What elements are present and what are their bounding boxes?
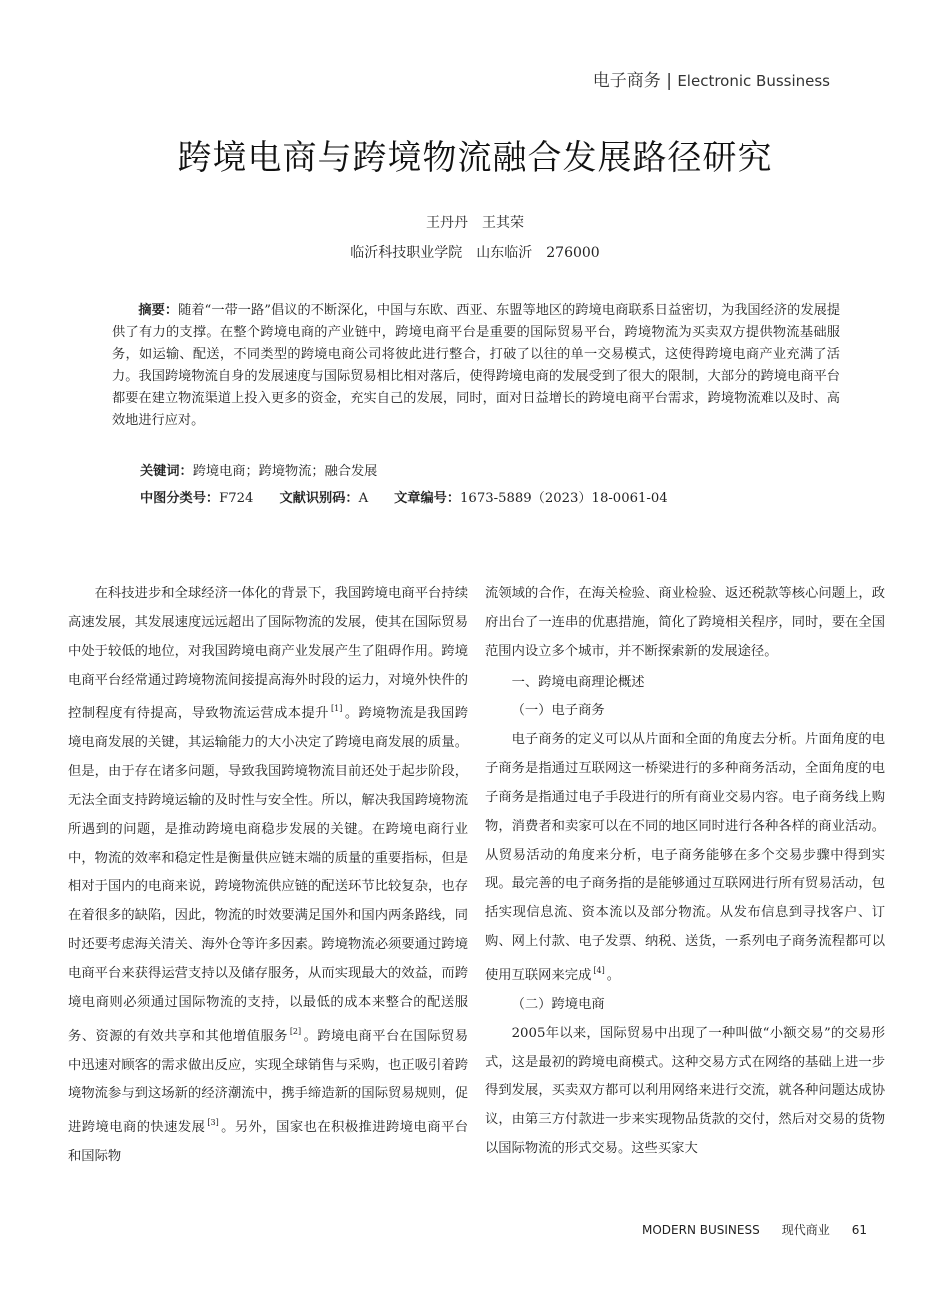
keywords-text: 跨境电商；跨境物流；融合发展 <box>192 464 378 479</box>
clc-label: 中图分类号： <box>140 491 220 506</box>
classification-line <box>140 487 668 506</box>
abstract-label: 摘要： <box>138 303 179 318</box>
affiliation: 临沂科技职业学院 山东临沂 276000 <box>350 245 600 261</box>
section-label-en: Electronic Bussiness <box>677 72 830 90</box>
abstract-text: 随着“一带一路”倡议的不断深化，中国与东欧、西亚、东盟等地区的跨境电商联系日益密切，为我国经济的发展提供了有力的支撑。在整个跨境电商的产业链中，跨境电商平台是重要的国际贸易平台，跨境物流为买卖双方提供物流基础服务，如运输、配送，不同类型的跨境电商公司将彼此进行整合，打破了以往的单一交易模式，这使得跨境电商产业充满了活力。我国跨境物流自身的发展速度与国际贸易相比相对落后，使得跨境电商的发展受到了很大的限制，大部分的跨境电商平台都要在建立物流渠道上投入更多的资金，充实自己的发展，同时，面对日益增长的跨境电商平台需求，跨境物流难以及时、高效地进行应对。 <box>112 303 841 428</box>
text-span: 电子商务的定义可以从片面和全面的角度去分析。片面角度的电子商务是指通过互联网这一桥梁进行的多种商务活动，全面角度的电子商务是指通过电子手段进行的所有商业交易内容。电子商务线上购物，消费者和卖家可以在不同的地区同时进行各种各样的商业活动。从贸易活动的角度来分析，电子商务能够在多个交易步骤中得到实现。最完善的电子商务指的是能够通过互联网进行所有贸易活动，包括实现信息流、资本流以及部分物流。从发布信息到寻找客户、订购、网上付款、电子发票、纳税、送货，一系列电子商务流程都可以使用互联网来完成 <box>485 732 885 983</box>
section-heading-1: 一、跨境电商理论概述 <box>511 674 645 690</box>
article-number-label: 文章编号： <box>394 491 461 506</box>
doc-code-value: A <box>358 491 369 506</box>
page-number: 61 <box>851 1223 867 1237</box>
abstract <box>112 300 840 432</box>
journal-name-cn: 现代商业 <box>781 1223 830 1237</box>
subsection-heading-1-2: （二）跨境电商 <box>511 996 605 1012</box>
citation-3: [3] <box>207 1118 219 1128</box>
body-paragraph-2 <box>485 726 885 991</box>
doc-code-label: 文献识别码： <box>279 491 359 506</box>
paper-title: 跨境电商与跨境物流融合发展路径研究 <box>177 138 773 178</box>
text-span: 。另外，国家也在积极推进跨境电商平台和国际物 <box>68 1120 469 1165</box>
page-footer <box>620 1221 867 1238</box>
keywords <box>140 460 377 479</box>
clc-value: F724 <box>219 491 254 506</box>
subsection-heading-1-1: （一）电子商务 <box>511 703 605 719</box>
body-paragraph-3: 2005年以来，国际贸易中出现了一种叫做“小额交易”的交易形式，这是最初的跨境电商模式。这种交易方式在网络的基础上进一步得到发展，买卖双方都可以利用网络来进行交流，就各种问题达成协议，由第三方付款进一步来实现物品货款的交付，然后对交易的货物以国际物流的形式交易。这些买家大 <box>485 1025 885 1157</box>
body-column-left <box>68 580 468 1172</box>
keywords-label: 关键词： <box>140 464 193 479</box>
text-span: 。跨境电商平台在国际贸易中迅速对顾客的需求做出反应，实现全球销售与采购，也正吸引着跨境物流参与到这场新的经济潮流中，携手缔造新的国际贸易规则，促进跨境电商的快速发展 <box>68 1028 469 1136</box>
citation-2: [2] <box>289 1026 302 1036</box>
text-span: 。跨境物流是我国跨境电商发展的关键，其运输能力的大小决定了跨境电商发展的质量。但是，由于存在诸多问题，导致我国跨境物流目前还处于起步阶段，无法全面支持跨境运输的及时性与安全性。所以，解决我国跨境物流所遇到的问题，是推动跨境电商稳步发展的关键。在跨境电商行业中，物流的效率和稳定性是衡量供应链末端的质量的重要指标，但是相对于国内的电商来说，跨境物流供应链的配送环节比较复杂，也存在着很多的缺陷，因此，物流的时效要满足国外和国内两条路线，同时还要考虑海关清关、海外仓等许多因素。跨境物流必须要通过跨境电商平台来获得运营支持以及储存服务，从而实现最大的效益，而跨境电商则必须通过国际物流的支持，以最低的成本来整合的配送服务、资源的有效共享和其他增值服务 <box>68 706 469 1044</box>
body-column-right <box>485 580 885 1164</box>
citation-4: [4] <box>593 965 605 975</box>
text-span: 在科技进步和全球经济一体化的背景下，我国跨境电商平台持续高速发展，其发展速度远远超出了国际物流的发展，使其在国际贸易中处于较低的地位，对我国跨境电商产业发展产生了阻碍作用。跨境电商平台经常通过跨境物流间接提高海外时段的运力，对境外快件的控制程度有待提高，导致物流运营成本提升 <box>68 586 468 722</box>
authors: 王丹丹 王其荣 <box>426 215 524 231</box>
text-span: 。 <box>606 967 621 983</box>
article-number-value: 1673-5889（2023）18-0061-04 <box>460 491 668 506</box>
section-label-cn: 电子商务 <box>592 71 661 91</box>
section-separator: | <box>666 71 672 91</box>
journal-name-en: MODERN BUSINESS <box>641 1223 760 1237</box>
citation-1: [1] <box>331 704 343 714</box>
section-label <box>593 66 830 91</box>
body-paragraph-1-continued: 流领域的合作，在海关检验、商业检验、返还税款等核心问题上，政府出台了一连串的优惠措施，简化了跨境相关程序，同时，要在全国范围内设立多个城市，并不断探索新的发展途径。 <box>485 586 885 659</box>
body-paragraph-1 <box>68 580 468 1172</box>
